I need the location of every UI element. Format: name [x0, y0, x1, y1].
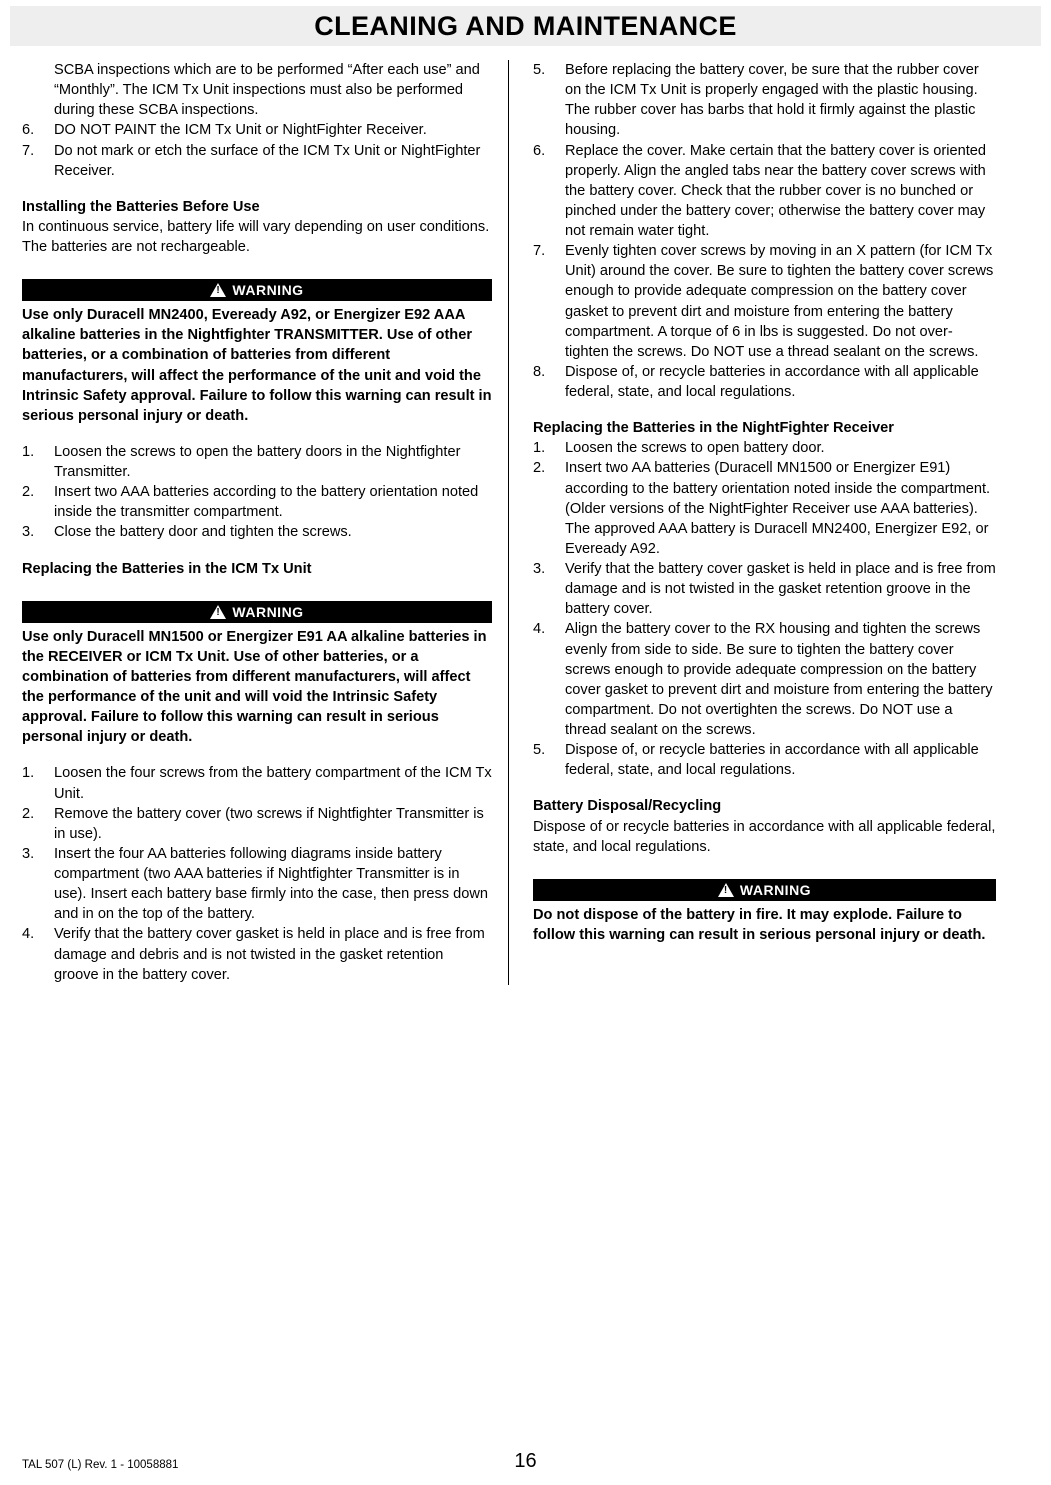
list-item-number: 3.	[22, 524, 35, 541]
list-item	[533, 619, 996, 740]
list-item-text: Verify that the battery cover gasket is held in place and is free from damage and is not twisted in the gasket retention groove in the battery cover.	[565, 561, 996, 618]
list-item-text: Loosen the screws to open the battery doors in the Nightfighter Transmitter.	[54, 443, 461, 480]
left-column	[22, 60, 509, 985]
list-item-text: Insert the four AA batteries following diagrams inside battery compartment (two AAA batteries if Nightfighter Transmitter is in use). Insert each battery base firmly into the case, then press down and in on the top of the battery.	[54, 845, 488, 923]
warning-bar-inner	[200, 604, 313, 620]
list-item-number: 1.	[22, 443, 35, 460]
list-item-text: Loosen the screws to open battery door.	[565, 440, 825, 457]
continued-numbered-list	[22, 60, 492, 181]
warning-triangle-icon: !	[718, 883, 734, 897]
warning-label: WARNING	[232, 603, 304, 620]
list-item-text: Evenly tighten cover screws by moving in an X pattern (for ICM Tx Unit) around the cover. Be sure to tighten the battery cover screws enough to provide adequate compression on the battery cover gasket to prevent dirt and moisture from entering the battery compartment. A torque of 6 in lbs is suggested. Do not over-tighten the screws. Do NOT use a thread sealant on the screws.	[565, 243, 994, 360]
list-item	[22, 804, 492, 844]
list-item-number: 2.	[533, 460, 546, 477]
warning-bar-inner	[708, 882, 821, 898]
heading-replacing-rx: Replacing the Batteries in the NightFighter Receiver	[533, 420, 894, 437]
list-item	[533, 241, 996, 362]
list-item-text: Replace the cover. Make certain that the battery cover is oriented properly. Align the angled tabs near the battery cover screws with the battery cover. Check that the rubber cover is no bunched or pinched under the battery cover; otherwise the battery cover may not remain water tight.	[565, 142, 987, 239]
right-column	[509, 60, 996, 985]
list-item	[533, 60, 996, 141]
list-item	[533, 141, 996, 242]
warning-bar-transmitter	[22, 279, 492, 301]
list-item-text: Insert two AAA batteries according to the battery orientation noted inside the transmitter compartment.	[54, 484, 479, 521]
list-item-number: 4.	[22, 926, 35, 943]
list-item-number: 2.	[22, 484, 35, 501]
installing-batteries-body: In continuous service, battery life will vary depending on user conditions. The batteries are not rechargeable.	[22, 218, 490, 255]
list-item	[22, 141, 492, 181]
page-title: CLEANING AND MAINTENANCE	[314, 10, 737, 41]
list-item-text: Verify that the battery cover gasket is held in place and is free from damage and debris and is not twisted in the gasket retention groove in the battery cover.	[54, 926, 485, 983]
page	[0, 6, 1051, 1485]
list-item-text: Close the battery door and tighten the screws.	[54, 524, 352, 541]
list-item	[22, 482, 492, 522]
list-item	[533, 438, 996, 458]
transmitter-steps-list	[22, 442, 492, 543]
warning-body-receiver: Use only Duracell MN1500 or Energizer E91 AA alkaline batteries in the RECEIVER or ICM Tx Unit. Use of other batteries, or a combination of batteries from different manufacturers, will affect the performance of the unit and will void the Intrinsic Safety approval. Failure to follow this warning can result in serious personal injury or death.	[22, 628, 487, 746]
list-item-number: 8.	[533, 363, 546, 380]
icm-steps-list	[22, 763, 492, 984]
warning-triangle-icon: !	[210, 283, 226, 297]
warning-triangle-icon: !	[210, 605, 226, 619]
list-item-number: 7.	[22, 142, 35, 159]
warning-body-disposal: Do not dispose of the battery in fire. It may explode. Failure to follow this warning can result in serious personal injury or death.	[533, 906, 986, 943]
list-item-text: Align the battery cover to the RX housing and tighten the screws evenly from side to side. Be sure to tighten the battery cover screws enough to provide adequate compression on the battery cover gasket to prevent dirt and moisture from entering the battery compartment. Do not overtighten the screws. Do NOT use a thread sealant on the screws.	[565, 621, 993, 738]
list-item-number: 3.	[533, 561, 546, 577]
list-item-number: 2.	[22, 805, 35, 822]
list-item-number: 5.	[533, 742, 546, 759]
heading-battery-disposal: Battery Disposal/Recycling	[533, 798, 722, 815]
list-item	[533, 458, 996, 559]
list-item	[533, 362, 996, 402]
icm-steps-continued-list	[533, 60, 996, 402]
list-item-number: 6.	[533, 142, 546, 159]
list-item-number: 1.	[22, 765, 35, 782]
list-item	[22, 60, 492, 120]
list-item	[22, 763, 492, 803]
two-column-body	[22, 60, 1029, 985]
warning-bar-receiver	[22, 601, 492, 623]
list-item-number: 6.	[22, 122, 35, 139]
list-item	[533, 740, 996, 780]
warning-label: WARNING	[232, 282, 304, 299]
heading-replacing-icm: Replacing the Batteries in the ICM Tx Unit	[22, 560, 312, 577]
list-item-text: Remove the battery cover (two screws if Nightfighter Transmitter is in use).	[54, 805, 484, 842]
list-item-text: Do not mark or etch the surface of the ICM Tx Unit or NightFighter Receiver.	[54, 142, 481, 179]
list-item-number: 1.	[533, 440, 546, 457]
list-item-text: SCBA inspections which are to be performed “After each use” and “Monthly”. The ICM Tx Unit inspections must also be performed during these SCBA inspections.	[54, 62, 480, 119]
footer-document-id: TAL 507 (L) Rev. 1 - 10058881	[22, 1459, 179, 1471]
page-footer	[0, 1443, 1051, 1473]
warning-body-transmitter: Use only Duracell MN2400, Eveready A92, or Energizer E92 AAA alkaline batteries in the Nightfighter TRANSMITTER. Use of other batteries, or a combination of batteries from different manufacturers, will affect the performance of the unit and void the Intrinsic Safety approval. Failure to follow this warning can result in serious personal injury or death.	[22, 307, 492, 424]
list-item-text: Dispose of, or recycle batteries in accordance with all applicable federal, state, and local regulations.	[565, 742, 979, 779]
warning-bar-disposal	[533, 879, 996, 901]
list-item	[22, 522, 492, 542]
list-item-text: Insert two AA batteries (Duracell MN1500 or Energizer E91) according to the battery orientation noted inside the compartment. (Older versions of the NightFighter Receiver use AAA batteries). The approved AAA battery is Duracell MN2400, Energizer E92, or Eveready A92.	[565, 460, 991, 557]
rx-steps-list	[533, 438, 996, 780]
list-item	[22, 442, 492, 482]
list-item-number: 4.	[533, 621, 546, 638]
page-header-band	[10, 6, 1041, 46]
list-item-text: DO NOT PAINT the ICM Tx Unit or NightFighter Receiver.	[54, 122, 427, 139]
list-item	[533, 559, 996, 619]
list-item-number: 3.	[22, 845, 35, 862]
heading-installing-batteries: Installing the Batteries Before Use	[22, 198, 260, 215]
list-item-text: Loosen the four screws from the battery compartment of the ICM Tx Unit.	[54, 765, 492, 802]
list-item-text: Before replacing the battery cover, be sure that the rubber cover on the ICM Tx Unit is properly engaged with the plastic housing. The rubber cover has barbs that hold it firmly against the plastic housing.	[565, 62, 979, 139]
footer-page-number: 16	[514, 1450, 537, 1472]
battery-disposal-body: Dispose of or recycle batteries in accordance with all applicable federal, state, and local regulations.	[533, 818, 996, 855]
list-item	[22, 120, 492, 140]
list-item	[22, 924, 492, 984]
list-item-number: 5.	[533, 62, 546, 78]
list-item	[22, 844, 492, 925]
list-item-text: Dispose of, or recycle batteries in accordance with all applicable federal, state, and local regulations.	[565, 363, 979, 400]
warning-bar-inner	[200, 282, 313, 298]
warning-label: WARNING	[739, 881, 812, 898]
list-item-number: 7.	[533, 243, 546, 260]
